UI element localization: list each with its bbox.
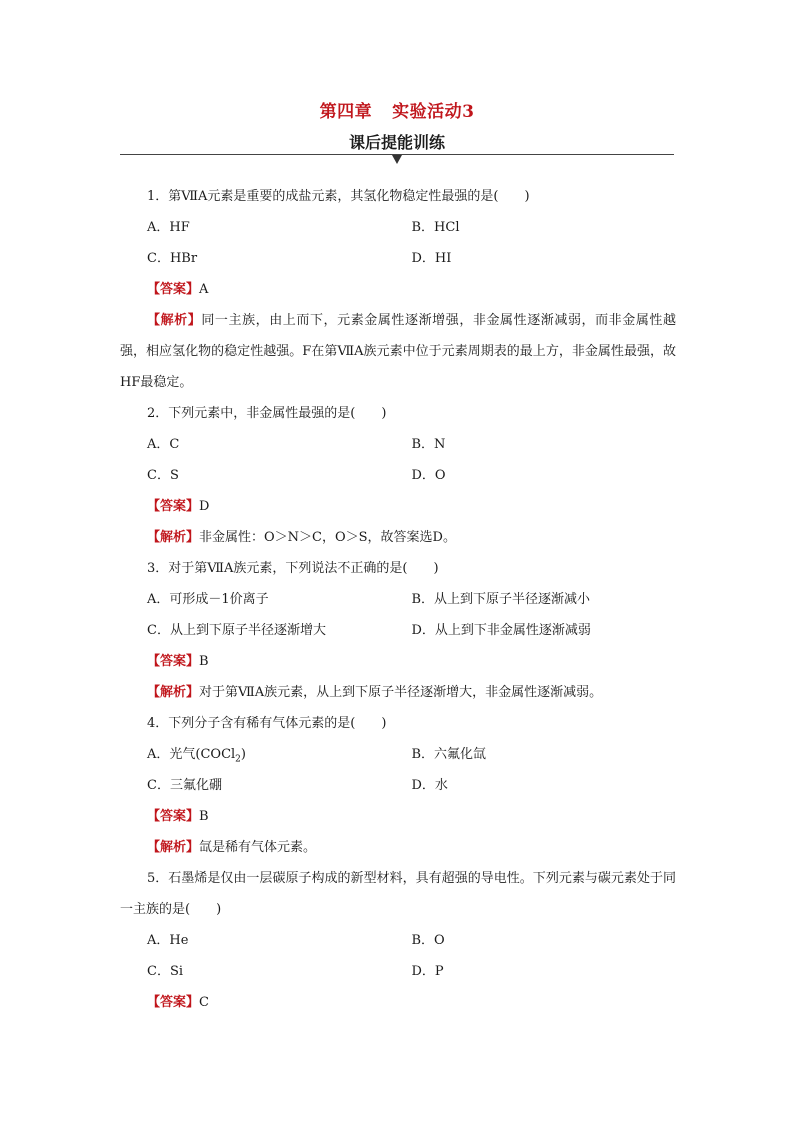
activity-label: 实验活动3	[392, 102, 475, 122]
question-1-answer	[120, 274, 676, 305]
question-5-option-c: C．Si	[147, 964, 184, 979]
answer-tag: 【答案】	[147, 809, 200, 824]
question-1-options-row-1	[120, 212, 676, 243]
question-2-stem: 2．下列元素中，非金属性最强的是( )	[147, 406, 387, 421]
question-list	[120, 181, 676, 1018]
question-5-answer	[120, 987, 676, 1018]
chapter-label: 第四章	[319, 102, 373, 122]
question-4-option-d: D．水	[411, 778, 448, 793]
answer-value: A	[199, 282, 209, 297]
option-a-text: A．光气(COCl	[147, 747, 236, 762]
question-4-option-a	[120, 739, 412, 770]
question-2-options-row-2	[120, 460, 676, 491]
question-4-options-row-1	[120, 739, 676, 770]
question-5-option-a: A．He	[147, 933, 189, 948]
question-3-option-d: D．从上到下非金属性逐渐减弱	[411, 623, 591, 638]
question-4-options-row-2	[120, 770, 676, 801]
answer-tag: 【答案】	[147, 499, 200, 514]
question-3-stem: 3．对于第ⅦA族元素，下列说法不正确的是( )	[147, 561, 439, 576]
question-3-option-c: C．从上到下原子半径逐渐增大	[147, 623, 326, 638]
question-3-option-b: B．从上到下原子半径逐渐减小	[411, 592, 591, 607]
question-4-option-b: B．六氟化氙	[411, 747, 487, 762]
question-1-analysis	[120, 305, 676, 398]
question-3-analysis	[120, 677, 676, 708]
question-5-option-d: D．P	[411, 964, 444, 979]
question-5-options-row-1	[120, 925, 676, 956]
analysis-text: 对于第ⅦA族元素，从上到下原子半径逐渐增大，非金属性逐渐减弱。	[199, 685, 603, 700]
chapter-title	[0, 97, 794, 122]
analysis-text: 氙是稀有气体元素。	[199, 840, 317, 855]
question-3-option-a: A．可形成－1价离子	[147, 592, 269, 607]
down-arrow-icon	[392, 155, 402, 164]
answer-value: D	[199, 499, 210, 514]
question-5-stem: 5．石墨烯是仅由一层碳原子构成的新型材料，具有超强的导电性。下列元素与碳元素处于同一主族的是( )	[120, 871, 676, 917]
question-3-options-row-1	[120, 584, 676, 615]
question-1-option-b: B．HCl	[411, 220, 460, 235]
answer-tag: 【答案】	[147, 995, 200, 1010]
question-2-answer	[120, 491, 676, 522]
question-1-option-c: C．HBr	[147, 251, 198, 266]
question-3-options-row-2	[120, 615, 676, 646]
question-2-options-row-1	[120, 429, 676, 460]
question-3-answer	[120, 646, 676, 677]
analysis-tag: 【解析】	[147, 685, 200, 700]
option-a-subscript: 2	[235, 754, 241, 765]
answer-value: B	[199, 809, 209, 824]
answer-value: B	[199, 654, 209, 669]
question-2-analysis	[120, 522, 676, 553]
question-2-option-a: A．C	[147, 437, 180, 452]
question-1-stem: 1．第ⅦA元素是重要的成盐元素，其氢化物稳定性最强的是( )	[147, 189, 530, 204]
question-2-option-c: C．S	[147, 468, 179, 483]
analysis-text: 同一主族，由上而下，元素金属性逐渐增强，非金属性逐渐减弱，而非金属性越强，相应氢化物的稳定性越强。F在第ⅦA族元素中位于元素周期表的最上方，非金属性最强，故HF最稳定。	[120, 313, 676, 390]
option-a-close: )	[240, 747, 246, 762]
analysis-tag: 【解析】	[147, 313, 202, 328]
question-5-option-b: B．O	[411, 933, 445, 948]
question-4-analysis	[120, 832, 676, 863]
analysis-tag: 【解析】	[147, 530, 200, 545]
question-2-option-b: B．N	[411, 437, 446, 452]
analysis-tag: 【解析】	[147, 840, 200, 855]
question-1-option-d: D．HI	[411, 251, 452, 266]
answer-tag: 【答案】	[147, 282, 200, 297]
question-4-answer	[120, 801, 676, 832]
question-4-option-c: C．三氟化硼	[147, 778, 222, 793]
question-2-option-d: D．O	[411, 468, 446, 483]
answer-tag: 【答案】	[147, 654, 200, 669]
question-1-option-a: A．HF	[147, 220, 190, 235]
page-subtitle: 课后提能训练	[348, 133, 445, 152]
question-1-options-row-2	[120, 243, 676, 274]
question-4-stem: 4．下列分子含有稀有气体元素的是( )	[147, 716, 387, 731]
question-5-options-row-2	[120, 956, 676, 987]
analysis-text: 非金属性：O＞N＞C，O＞S，故答案选D。	[199, 530, 456, 545]
answer-value: C	[199, 995, 209, 1010]
